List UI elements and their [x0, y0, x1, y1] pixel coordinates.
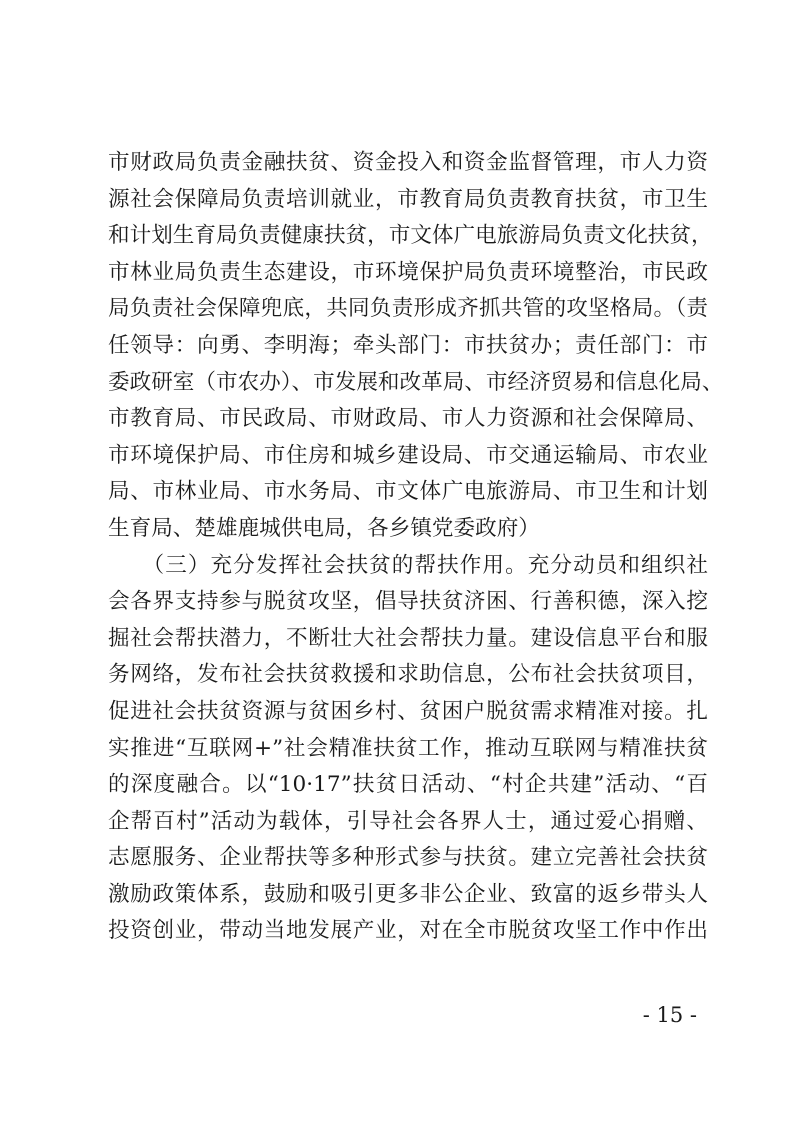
body-line: 市林业局负责生态建设，市环境保护局负责环境整治，市民政	[108, 259, 708, 285]
body-line: 源社会保障局负责培训就业，市教育局负责教育扶贫，市卫生	[108, 186, 708, 212]
body-line: 局负责社会保障兜底，共同负责形成齐抓共管的攻坚格局。（责	[108, 296, 708, 322]
body-line: 任领导：向勇、李明海；牵头部门：市扶贫办；责任部门：市	[108, 332, 708, 358]
section-line: 务网络，发布社会扶贫救援和求助信息，公布社会扶贫项目，	[108, 662, 708, 688]
section-line: 会各界支持参与脱贫攻坚，倡导扶贫济困、行善积德，深入挖	[108, 589, 708, 615]
body-line: 市财政局负责金融扶贫、资金投入和资金监督管理，市人力资	[108, 150, 708, 175]
section-line: 企帮百村”活动为载体，引导社会各界人士，通过爱心捐赠、	[108, 808, 708, 834]
document-body	[108, 145, 724, 950]
body-line: 和计划生育局负责健康扶贫，市文体广电旅游局负责文化扶贫，	[108, 223, 713, 249]
section-line: 志愿服务、企业帮扶等多种形式参与扶贫。建立完善社会扶贫	[108, 845, 708, 871]
section-first-line-rest: 充分动员和组织社	[527, 552, 708, 578]
section-line: 实推进“互联网+”社会精准扶贫工作，推动互联网与精准扶贫	[108, 735, 708, 761]
section-line: 的深度融合。以“10·17”扶贫日活动、“村企共建”活动、“百	[108, 772, 708, 798]
body-line: 委政研室（市农办）、市发展和改革局、市经济贸易和信息化局、	[108, 369, 724, 395]
section-first-line	[108, 548, 708, 585]
section-line: 激励政策体系，鼓励和吸引更多非公企业、致富的返乡带头人	[108, 881, 708, 907]
section-line: 掘社会帮扶潜力，不断壮大社会帮扶力量。建设信息平台和服	[108, 625, 708, 651]
body-line: 生育局、楚雄鹿城供电局，各乡镇党委政府）	[108, 515, 540, 541]
page-number: - 15 -	[642, 1003, 697, 1027]
section-line: 投资创业，带动当地发展产业，对在全市脱贫攻坚工作中作出	[108, 918, 708, 944]
section-heading: （三）充分发挥社会扶贫的帮扶作用。	[153, 552, 528, 578]
body-line: 局、市林业局、市水务局、市文体广电旅游局、市卫生和计划	[108, 479, 708, 505]
body-line: 市教育局、市民政局、市财政局、市人力资源和社会保障局、	[108, 406, 708, 432]
body-line: 市环境保护局、市住房和城乡建设局、市交通运输局、市农业	[108, 442, 708, 468]
section-line: 促进社会扶贫资源与贫困乡村、贫困户脱贫需求精准对接。扎	[108, 698, 708, 724]
